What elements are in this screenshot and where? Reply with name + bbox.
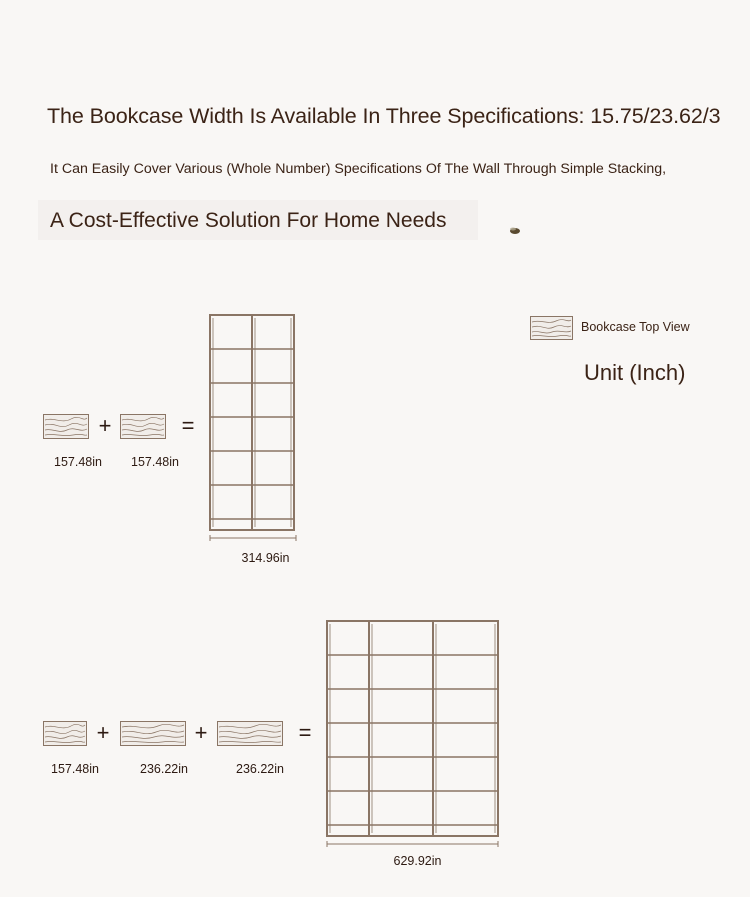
combo2-bookcase-illustration [322, 618, 504, 850]
combo1-part-1-width: 157.48in [54, 455, 102, 469]
combo1-equals-operator: = [181, 413, 195, 438]
unit-label: Unit (Inch) [584, 360, 686, 385]
page-headline: The Bookcase Width Is Available In Three Specifications: 15.75/23.62/3 [47, 104, 721, 128]
combo2-plus-operator-1: + [96, 720, 110, 745]
combo1-total-width: 314.96in [241, 551, 290, 565]
combo2-total-width: 629.92in [393, 854, 442, 868]
combo2-plank-3-icon [217, 721, 283, 746]
page-subline: It Can Easily Cover Various (Whole Number) Specifications Of The Wall Through Simple Stacking, [50, 161, 667, 177]
combo2-plank-2-icon [120, 721, 186, 746]
tagline-box [38, 200, 478, 240]
legend-wood-plank-icon [530, 316, 573, 340]
combo1-part-2-width: 157.48in [131, 455, 179, 469]
bee-icon [508, 227, 522, 235]
tagline-text: A Cost-Effective Solution For Home Needs [50, 209, 447, 232]
combo2-part-2-width: 236.22in [140, 762, 188, 776]
combo1-plank-1-icon [43, 414, 89, 439]
combo2-plank-1-icon [43, 721, 87, 746]
combo2-equals-operator: = [298, 720, 312, 745]
combo2-part-1-width: 157.48in [51, 762, 99, 776]
combo1-bookcase-illustration [205, 312, 305, 548]
combo2-plus-operator-2: + [194, 720, 208, 745]
combo1-plus-operator: + [98, 413, 112, 438]
combo1-plank-2-icon [120, 414, 166, 439]
combo2-part-3-width: 236.22in [236, 762, 284, 776]
legend-label: Bookcase Top View [581, 320, 690, 334]
